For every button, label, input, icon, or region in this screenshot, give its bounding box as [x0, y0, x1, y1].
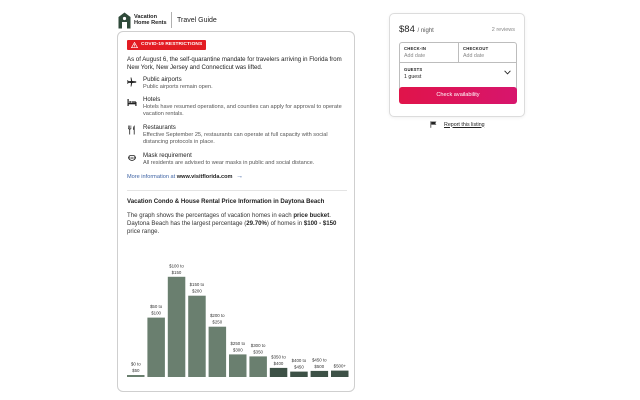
bar-3 [188, 296, 206, 377]
bar-label-10: $500+ [333, 363, 346, 369]
bar-label-8: $400 to $450 [291, 358, 307, 370]
bar-label-4: $200 to $250 [209, 313, 225, 325]
checkin-field[interactable] [400, 43, 459, 62]
price-section-description [127, 212, 349, 237]
checkin-placeholder: Add date [404, 53, 426, 59]
bar-label-7: $350 to $400 [271, 354, 286, 366]
price-section-title: Vacation Condo & House Rental Price Information in Daytona Beach [127, 198, 325, 205]
bar-label-6: $300 to $350 [250, 342, 266, 355]
bar-5 [229, 354, 247, 377]
house-logo-icon [118, 12, 131, 29]
check-availability-button[interactable]: Check availability [399, 87, 517, 104]
desc-text: The graph shows the percentages of vacation homes in each [127, 212, 294, 219]
info-title: Mask requirement [143, 152, 192, 159]
info-title: Public airports [143, 76, 182, 83]
covid-intro-text: As of August 6, the self-quarantine mandate for travelers arriving in Florida from New York, New Jersey and Connecticut was lifted. [127, 56, 342, 72]
desc-bold: $100 - $150 [303, 220, 337, 228]
info-desc: Effective September 25, restaurants can operate at full capacity with social distancing protocols in place. [143, 131, 328, 146]
chevron-down-icon[interactable] [504, 70, 511, 75]
desc-bold: 29.70% [246, 220, 267, 228]
travel-guide-card [117, 31, 355, 392]
checkout-placeholder: Add date [463, 53, 485, 59]
bar-label-3: $150 to $200 [189, 282, 205, 294]
booking-widget [389, 13, 525, 117]
info-airports [127, 76, 349, 91]
section-divider [127, 190, 347, 191]
checkin-label: CHECK-IN [404, 46, 427, 51]
info-mask [127, 152, 349, 167]
reviews-count[interactable]: 2 reviews [491, 27, 515, 33]
flag-icon [430, 121, 437, 128]
mask-icon [127, 153, 137, 163]
info-restaurants [127, 124, 349, 147]
price-unit: / night [417, 28, 434, 34]
bar-label-2: $100 to $150 [169, 263, 184, 275]
report-listing-link[interactable]: Report this listing [444, 121, 485, 128]
more-info-prefix: More information at [127, 174, 176, 180]
more-info-line [127, 173, 243, 180]
price-value: $84 [399, 24, 415, 35]
checkout-label: CHECKOUT [463, 46, 489, 51]
price-distribution-chart [124, 257, 350, 379]
brand-name: Vacation Home Rents [134, 13, 167, 26]
brand-subtitle: Travel Guide [177, 16, 217, 24]
bed-icon [127, 97, 137, 107]
covid-badge-label: COVID-19 RESTRICTIONS [141, 42, 203, 47]
info-title: Restaurants [143, 124, 176, 131]
checkout-field[interactable] [459, 43, 518, 62]
desc-text: price range. [127, 228, 160, 236]
bar-7 [270, 368, 288, 377]
bar-6 [249, 356, 267, 377]
guests-value: 1 guest [404, 74, 422, 80]
brand-header[interactable] [118, 11, 217, 29]
bar-4 [209, 327, 227, 377]
info-title: Hotels [143, 96, 161, 103]
guests-label: GUESTS [404, 67, 423, 72]
airplane-icon [127, 77, 137, 87]
bar-2 [168, 277, 186, 377]
bar-label-9: $450 to $500 [311, 357, 327, 369]
warning-icon [131, 42, 138, 48]
bar-9 [311, 371, 329, 377]
brand-divider [171, 12, 172, 28]
report-listing[interactable] [430, 121, 485, 128]
arrow-right-icon[interactable]: → [236, 173, 244, 180]
bar-label-1: $50 to $100 [149, 304, 163, 316]
bar-label-0: $0 to $50 [130, 361, 141, 373]
guests-select[interactable] [400, 62, 516, 83]
nightly-price [399, 24, 434, 35]
desc-text: ) of homes in [266, 220, 304, 228]
bar-label-5: $250 to $300 [230, 340, 246, 353]
covid-restrictions-badge [127, 40, 206, 50]
bar-10 [331, 371, 349, 377]
bar-1 [147, 318, 165, 377]
info-desc: All residents are advised to wear masks in public and social distance. [143, 159, 315, 166]
desc-text: . Daytona Beach has the largest percentage ( [127, 212, 331, 228]
desc-bold: price bucket [293, 212, 330, 219]
bar-0 [127, 375, 145, 377]
visitflorida-link[interactable]: www.visitflorida.com [176, 174, 233, 180]
utensils-icon [127, 125, 137, 135]
info-desc: Hotels have resumed operations, and counties can apply for approval to operate vacation rentals. [143, 103, 342, 118]
info-hotels [127, 96, 349, 119]
bar-8 [290, 372, 308, 377]
info-desc: Public airports remain open. [143, 83, 213, 90]
